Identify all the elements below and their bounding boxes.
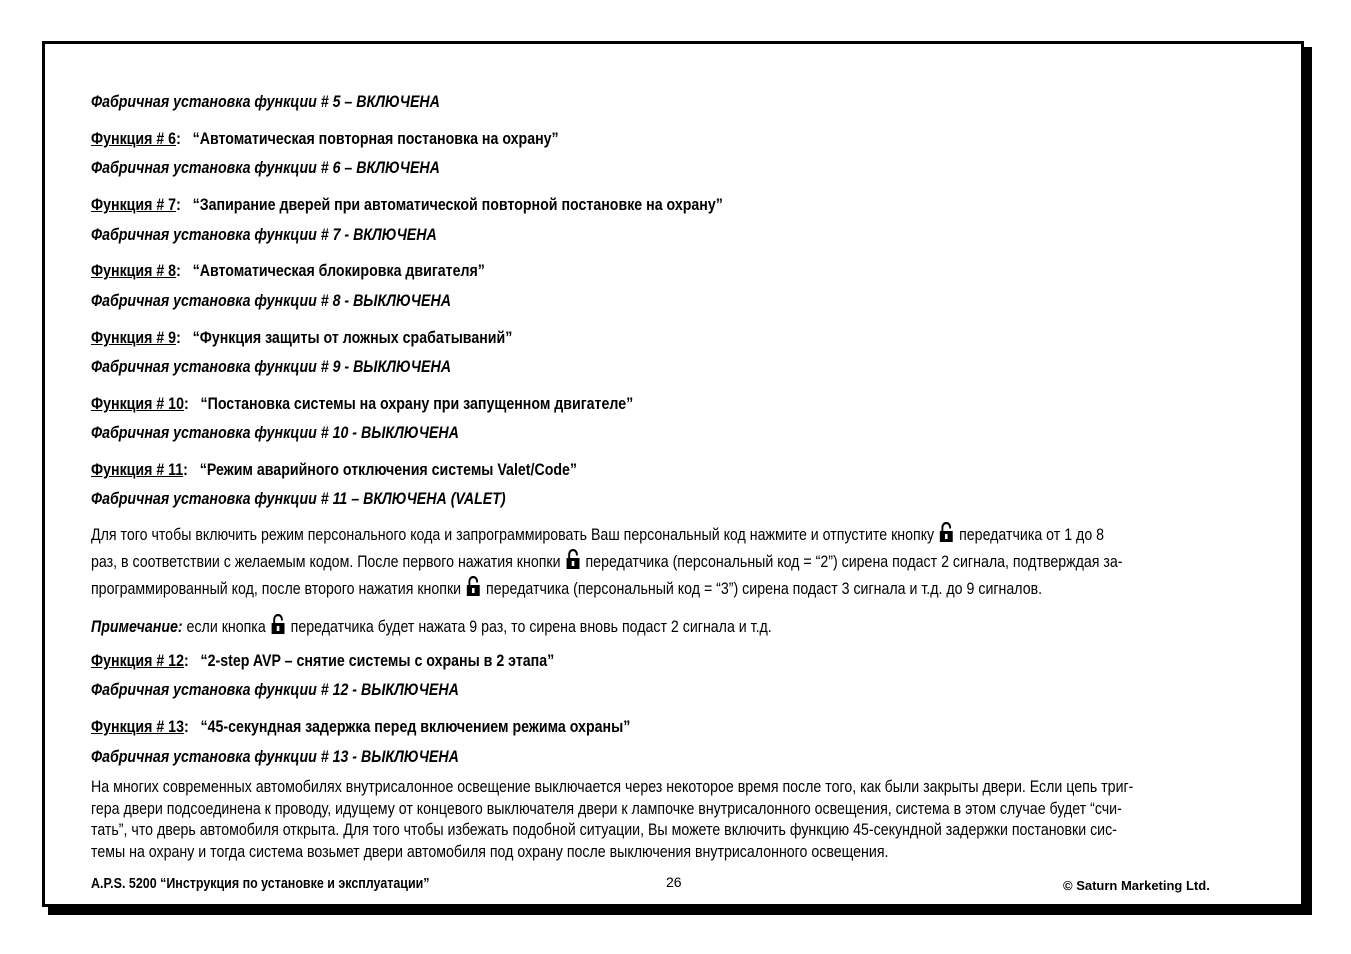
function-9-number: Функция # 9 [91,329,177,347]
footer-document-title: A.P.S. 5200 “Инструкция по установке и эксплуатации” [91,876,430,892]
factory-setting-11: Фабричная установка функции # 11 – ВКЛЮЧЕНА (VALET) [91,490,506,508]
unlock-button-icon [939,522,954,543]
unlock-button-icon [566,549,581,570]
function-9-title: “Функция защиты от ложных срабатываний” [192,329,513,347]
function-8-heading: Функция # 8: “Автоматическая блокировка двигателя” [91,262,485,280]
function-6-number: Функция # 6 [91,130,177,148]
function-9-heading: Функция # 9: “Функция защиты от ложных срабатываний” [91,329,513,347]
note-text: передатчика будет нажата 9 раз, то сирена вновь подаст 2 сигнала и т.д. [290,618,772,636]
paragraph-text: Для того чтобы включить режим персонального кода и запрограммировать Ваш персональный код нажмите и отпустите кнопку [91,526,935,544]
function-10-heading: Функция # 10: “Постановка системы на охрану при запущенном двигателе” [91,395,634,413]
personal-code-paragraph [91,522,1261,603]
paragraph-line: тать”, что дверь автомобиля открыта. Для того чтобы избежать подобной ситуации, Вы можете включить функцию 45-секундной задержки постановки сис- [91,821,1117,839]
factory-setting-13: Фабричная установка функции # 13 - ВЫКЛЮЧЕНА [91,748,459,766]
paragraph-line [91,522,1261,549]
note-text: если кнопка [186,618,266,636]
paragraph-text: раз, в соответствии с желаемым кодом. После первого нажатия кнопки [91,553,561,571]
paragraph-line [91,549,1261,576]
function-12-heading: Функция # 12: “2-step AVP – снятие системы с охраны в 2 этапа” [91,652,555,670]
paragraph-text: передатчика (персональный код = “3”) сирена подаст 3 сигнала и т.д. до 9 сигналов. [486,580,1043,598]
function-10-title: “Постановка системы на охрану при запущенном двигателе” [200,395,634,413]
unlock-button-icon [271,614,286,635]
function-7-title: “Запирание дверей при автоматической повторной постановке на охрану” [192,196,723,214]
function-12-number: Функция # 12 [91,652,184,670]
function-6-heading: Функция # 6: “Автоматическая повторная постановка на охрану” [91,130,559,148]
function-13-title: “45-секундная задержка перед включением режима охраны” [200,718,631,736]
footer-copyright: © Saturn Marketing Ltd. [1063,878,1210,893]
function-11-title: “Режим аварийного отключения системы Valet/Code” [199,461,578,479]
note-label: Примечание: [91,618,183,636]
paragraph-text: передатчика (персональный код = “2”) сирена подаст 2 сигнала, подтверждая за- [585,553,1123,571]
function-7-number: Функция # 7 [91,196,177,214]
paragraph-line: На многих современных автомобилях внутрисалонное освещение выключается через некоторое время после того, как были закрыты двери. Если цепь триг- [91,778,1134,796]
function-8-number: Функция # 8 [91,262,177,280]
function-13-heading: Функция # 13: “45-секундная задержка перед включением режима охраны” [91,718,631,736]
function-12-title: “2-step AVP – снятие системы с охраны в 2 этапа” [200,652,555,670]
factory-setting-7: Фабричная установка функции # 7 - ВКЛЮЧЕНА [91,226,437,244]
unlock-button-icon [466,576,481,597]
factory-setting-10: Фабричная установка функции # 10 - ВЫКЛЮЧЕНА [91,424,459,442]
page-number: 26 [666,874,682,890]
function-10-number: Функция # 10 [91,395,184,413]
factory-setting-5: Фабричная установка функции # 5 – ВКЛЮЧЕНА [91,93,440,111]
note-line [91,614,772,639]
function-11-number: Функция # 11 [91,461,184,479]
paragraph-line [91,576,1261,603]
factory-setting-12: Фабричная установка функции # 12 - ВЫКЛЮЧЕНА [91,681,459,699]
function-13-number: Функция # 13 [91,718,184,736]
function-7-heading: Функция # 7: “Запирание дверей при автоматической повторной постановке на охрану” [91,196,723,214]
function-8-title: “Автоматическая блокировка двигателя” [192,262,485,280]
factory-setting-9: Фабричная установка функции # 9 - ВЫКЛЮЧЕНА [91,358,451,376]
paragraph-text: программированный код, после второго нажатия кнопки [91,580,462,598]
factory-setting-8: Фабричная установка функции # 8 - ВЫКЛЮЧЕНА [91,292,451,310]
paragraph-text: передатчика от 1 до 8 [959,526,1105,544]
paragraph-line: темы на охрану и тогда система возьмет двери автомобиля под охрану после выключения внутрисалонного освещения. [91,842,889,861]
paragraph-line: гера двери подсоединена к проводу, идущему от концевого выключателя двери к лампочке внутрисалонного освещения, система в этом случае будет “счи- [91,799,1122,818]
factory-setting-6: Фабричная установка функции # 6 – ВКЛЮЧЕНА [91,159,440,177]
function-11-heading: Функция # 11: “Режим аварийного отключения системы Valet/Code” [91,461,578,479]
interior-light-paragraph [91,777,1261,863]
function-6-title: “Автоматическая повторная постановка на охрану” [192,130,559,148]
